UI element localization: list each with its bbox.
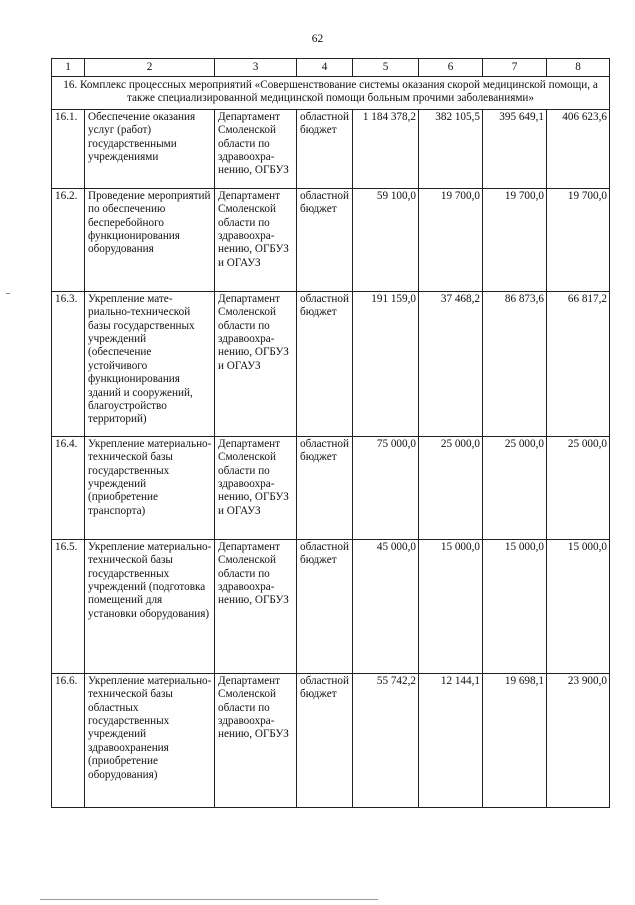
budget-table	[51, 58, 610, 808]
row-executor: Департамент Смоленской области по здравоохра-нению, ОГБУЗ и ОГАУЗ	[215, 188, 297, 291]
row-name: Укрепление материально-технической базы государственных учреждений (приобретение транспорта)	[85, 436, 215, 539]
row-year-3: 23 900,0	[547, 673, 610, 807]
row-year-1: 19 700,0	[419, 188, 483, 291]
header-row	[52, 59, 610, 77]
row-year-2: 25 000,0	[483, 436, 547, 539]
table-row	[52, 188, 610, 291]
page-number: 62	[311, 33, 324, 45]
row-name: Укрепление материально-технической базы областных государственных учреждений здравоохранения (приобретение оборудования)	[85, 673, 215, 807]
row-year-2: 19 700,0	[483, 188, 547, 291]
column-header: 4	[297, 59, 353, 77]
row-year-3: 15 000,0	[547, 539, 610, 673]
row-code: 16.2.	[52, 188, 85, 291]
row-source: областной бюджет	[297, 539, 353, 673]
row-year-2: 15 000,0	[483, 539, 547, 673]
row-year-1: 15 000,0	[419, 539, 483, 673]
row-source: областной бюджет	[297, 673, 353, 807]
row-code: 16.1.	[52, 109, 85, 188]
row-year-1: 382 105,5	[419, 109, 483, 188]
row-source: областной бюджет	[297, 291, 353, 436]
row-executor: Департамент Смоленской области по здравоохра-нению, ОГБУЗ	[215, 109, 297, 188]
margin-mark	[6, 293, 10, 294]
row-source: областной бюджет	[297, 188, 353, 291]
row-code: 16.3.	[52, 291, 85, 436]
row-year-2: 19 698,1	[483, 673, 547, 807]
row-executor: Департамент Смоленской области по здравоохра-нению, ОГБУЗ и ОГАУЗ	[215, 436, 297, 539]
table-row	[52, 539, 610, 673]
column-header: 7	[483, 59, 547, 77]
row-year-1: 12 144,1	[419, 673, 483, 807]
row-total: 45 000,0	[353, 539, 419, 673]
row-total: 191 159,0	[353, 291, 419, 436]
row-year-1: 25 000,0	[419, 436, 483, 539]
row-year-3: 25 000,0	[547, 436, 610, 539]
footer-rule	[40, 899, 378, 900]
table-row	[52, 436, 610, 539]
column-header: 5	[353, 59, 419, 77]
row-code: 16.4.	[52, 436, 85, 539]
row-year-1: 37 468,2	[419, 291, 483, 436]
row-year-2: 86 873,6	[483, 291, 547, 436]
section-title: 16. Комплекс процессных мероприятий «Совершенствование системы оказания скорой медицинской помощи, а также специализированной медицинской помощи больным прочими заболеваниями»	[52, 77, 610, 110]
table-row	[52, 673, 610, 807]
row-name: Укрепление материально-технической базы государственных учреждений (подготовка помещений для установки оборудования)	[85, 539, 215, 673]
column-header: 1	[52, 59, 85, 77]
column-header: 6	[419, 59, 483, 77]
row-code: 16.5.	[52, 539, 85, 673]
row-year-2: 395 649,1	[483, 109, 547, 188]
row-year-3: 19 700,0	[547, 188, 610, 291]
row-total: 59 100,0	[353, 188, 419, 291]
row-total: 75 000,0	[353, 436, 419, 539]
section-row	[52, 77, 610, 110]
row-source: областной бюджет	[297, 436, 353, 539]
row-name: Обеспечение оказания услуг (работ) государственными учреждениями	[85, 109, 215, 188]
table-row	[52, 291, 610, 436]
column-header: 8	[547, 59, 610, 77]
row-year-3: 406 623,6	[547, 109, 610, 188]
row-source: областной бюджет	[297, 109, 353, 188]
column-header: 2	[85, 59, 215, 77]
row-executor: Департамент Смоленской области по здравоохра-нению, ОГБУЗ	[215, 539, 297, 673]
row-code: 16.6.	[52, 673, 85, 807]
row-name: Укрепление мате-риально-технической базы государственных учреждений (обеспечение устойчивого функционирования зданий и сооружений, благоустройство территорий)	[85, 291, 215, 436]
row-total: 1 184 378,2	[353, 109, 419, 188]
row-year-3: 66 817,2	[547, 291, 610, 436]
row-total: 55 742,2	[353, 673, 419, 807]
row-executor: Департамент Смоленской области по здравоохра-нению, ОГБУЗ и ОГАУЗ	[215, 291, 297, 436]
table-row	[52, 109, 610, 188]
column-header: 3	[215, 59, 297, 77]
row-executor: Департамент Смоленской области по здравоохра-нению, ОГБУЗ	[215, 673, 297, 807]
row-name: Проведение мероприятий по обеспечению бесперебойного функционирования оборудования	[85, 188, 215, 291]
